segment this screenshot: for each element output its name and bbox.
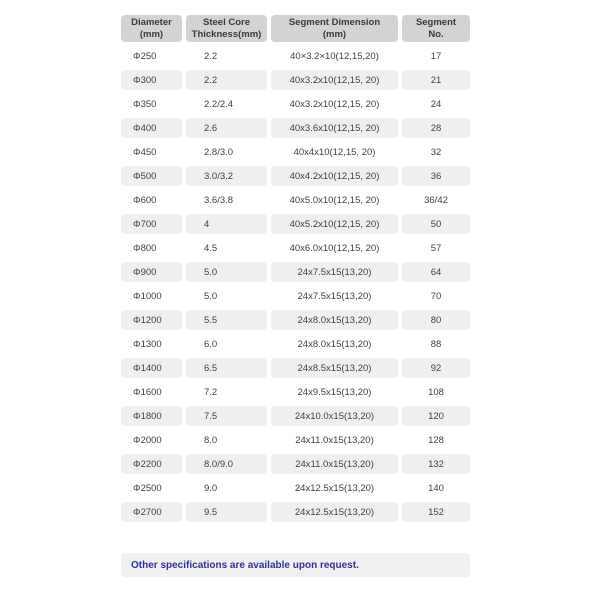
cell-dimension: 24x12.5x15(13,20) xyxy=(294,482,375,494)
cell-thickness: 2.2 xyxy=(186,70,267,90)
cell-thickness: 6.5 xyxy=(186,358,267,378)
table-row xyxy=(121,404,470,428)
table-header-row xyxy=(121,15,470,42)
cell-dimension: 40×3.2×10(12,15,20) xyxy=(290,50,379,62)
cell-diameter: Φ900 xyxy=(121,262,182,282)
header-dimension-line1: Segment Dimension xyxy=(288,17,381,28)
table-row xyxy=(121,356,470,380)
table-row xyxy=(121,92,470,116)
cell-diameter: Φ700 xyxy=(121,214,182,234)
cell-segment-no: 57 xyxy=(430,242,442,254)
cell-diameter: Φ600 xyxy=(133,194,157,206)
cell-thickness: 2.8/3.0 xyxy=(204,146,234,158)
cell-dimension: 40x4x10(12,15, 20) xyxy=(293,146,376,158)
cell-diameter: Φ350 xyxy=(133,98,157,110)
cell-thickness: 7.2 xyxy=(204,386,218,398)
header-diameter-line1: Diameter xyxy=(131,17,172,28)
cell-dimension: 24x8.0x15(13,20) xyxy=(297,338,372,350)
cell-thickness: 5.5 xyxy=(186,310,267,330)
table-row xyxy=(121,476,470,500)
cell-diameter: Φ250 xyxy=(133,50,157,62)
cell-diameter: Φ2200 xyxy=(121,454,182,474)
cell-diameter: Φ300 xyxy=(121,70,182,90)
cell-dimension: 40x4.2x10(12,15, 20) xyxy=(271,166,398,186)
cell-diameter: Φ1600 xyxy=(133,386,162,398)
spec-table xyxy=(121,15,470,524)
cell-thickness: 3.0/3.2 xyxy=(186,166,267,186)
table-row xyxy=(121,116,470,140)
cell-dimension: 24x9.5x15(13,20) xyxy=(297,386,372,398)
cell-segment-no: 24 xyxy=(430,98,442,110)
cell-thickness: 8.0 xyxy=(204,434,218,446)
table-row xyxy=(121,500,470,524)
cell-dimension: 40x3.6x10(12,15, 20) xyxy=(271,118,398,138)
cell-dimension: 24x7.5x15(13,20) xyxy=(271,262,398,282)
cell-segment-no: 21 xyxy=(402,70,470,90)
cell-dimension: 24x11.0x15(13,20) xyxy=(295,434,374,446)
cell-segment-no: 32 xyxy=(430,146,442,158)
table-row xyxy=(121,260,470,284)
header-cell-dimension xyxy=(271,15,398,42)
header-cell-segment-no xyxy=(402,15,470,42)
cell-dimension: 40x3.2x10(12,15, 20) xyxy=(271,70,398,90)
cell-dimension: 24x12.5x15(13,20) xyxy=(271,502,398,522)
cell-segment-no: 120 xyxy=(402,406,470,426)
cell-segment-no: 36/42 xyxy=(424,194,448,206)
cell-segment-no: 140 xyxy=(428,482,444,494)
table-row xyxy=(121,428,470,452)
header-thickness-line2: Thickness(mm) xyxy=(191,28,262,40)
cell-dimension: 24x7.5x15(13,20) xyxy=(297,290,372,302)
cell-diameter: Φ1200 xyxy=(121,310,182,330)
cell-thickness: 2.2/2.4 xyxy=(204,98,234,110)
header-cell-diameter xyxy=(121,15,182,42)
cell-segment-no: 17 xyxy=(430,50,442,62)
cell-thickness: 8.0/9.0 xyxy=(186,454,267,474)
table-row xyxy=(121,164,470,188)
cell-thickness: 2.2 xyxy=(204,50,218,62)
cell-thickness: 4 xyxy=(186,214,267,234)
cell-thickness: 9.5 xyxy=(186,502,267,522)
cell-dimension: 40x6.0x10(12,15, 20) xyxy=(289,242,380,254)
cell-segment-no: 50 xyxy=(402,214,470,234)
header-cell-thickness xyxy=(186,15,267,42)
cell-dimension: 24x8.0x15(13,20) xyxy=(271,310,398,330)
cell-segment-no: 64 xyxy=(402,262,470,282)
table-row xyxy=(121,284,470,308)
cell-thickness: 6.0 xyxy=(204,338,218,350)
footer-note xyxy=(121,553,470,577)
cell-diameter: Φ1400 xyxy=(121,358,182,378)
header-thickness-line1: Steel Core xyxy=(203,17,250,28)
cell-segment-no: 80 xyxy=(402,310,470,330)
cell-diameter: Φ2700 xyxy=(121,502,182,522)
cell-dimension: 24x11.0x15(13,20) xyxy=(271,454,398,474)
cell-dimension: 40x3.2x10(12,15, 20) xyxy=(289,98,380,110)
cell-dimension: 24x10.0x15(13,20) xyxy=(271,406,398,426)
table-row xyxy=(121,212,470,236)
table-row xyxy=(121,380,470,404)
cell-segment-no: 28 xyxy=(402,118,470,138)
header-segment-no-line2: No. xyxy=(428,28,444,40)
cell-diameter: Φ450 xyxy=(133,146,157,158)
cell-diameter: Φ500 xyxy=(121,166,182,186)
cell-segment-no: 36 xyxy=(402,166,470,186)
table-row xyxy=(121,68,470,92)
cell-segment-no: 128 xyxy=(428,434,444,446)
cell-segment-no: 132 xyxy=(402,454,470,474)
cell-diameter: Φ1000 xyxy=(133,290,162,302)
cell-thickness: 3.6/3.8 xyxy=(204,194,234,206)
cell-diameter: Φ800 xyxy=(133,242,157,254)
table-row xyxy=(121,236,470,260)
cell-segment-no: 88 xyxy=(430,338,442,350)
cell-diameter: Φ1300 xyxy=(133,338,162,350)
cell-thickness: 9.0 xyxy=(204,482,218,494)
cell-segment-no: 70 xyxy=(430,290,442,302)
cell-thickness: 7.5 xyxy=(186,406,267,426)
cell-dimension: 40x5.0x10(12,15, 20) xyxy=(289,194,380,206)
table-row xyxy=(121,188,470,212)
cell-segment-no: 92 xyxy=(402,358,470,378)
table-row xyxy=(121,332,470,356)
cell-thickness: 5.0 xyxy=(204,290,218,302)
cell-segment-no: 152 xyxy=(402,502,470,522)
footer-note-text: Other specifications are available upon request. xyxy=(131,559,359,571)
cell-dimension: 24x8.5x15(13,20) xyxy=(271,358,398,378)
table-body xyxy=(121,44,470,524)
cell-segment-no: 108 xyxy=(428,386,444,398)
cell-diameter: Φ2500 xyxy=(133,482,162,494)
cell-diameter: Φ400 xyxy=(121,118,182,138)
cell-thickness: 2.6 xyxy=(186,118,267,138)
cell-dimension: 40x5.2x10(12,15, 20) xyxy=(271,214,398,234)
table-row xyxy=(121,308,470,332)
cell-thickness: 5.0 xyxy=(186,262,267,282)
table-row xyxy=(121,452,470,476)
header-diameter-line2: (mm) xyxy=(139,28,164,40)
header-dimension-line2: (mm) xyxy=(322,28,347,40)
header-segment-no-line1: Segment xyxy=(415,17,457,28)
table-row xyxy=(121,44,470,68)
cell-thickness: 4.5 xyxy=(204,242,218,254)
cell-diameter: Φ2000 xyxy=(133,434,162,446)
table-row xyxy=(121,140,470,164)
cell-diameter: Φ1800 xyxy=(121,406,182,426)
